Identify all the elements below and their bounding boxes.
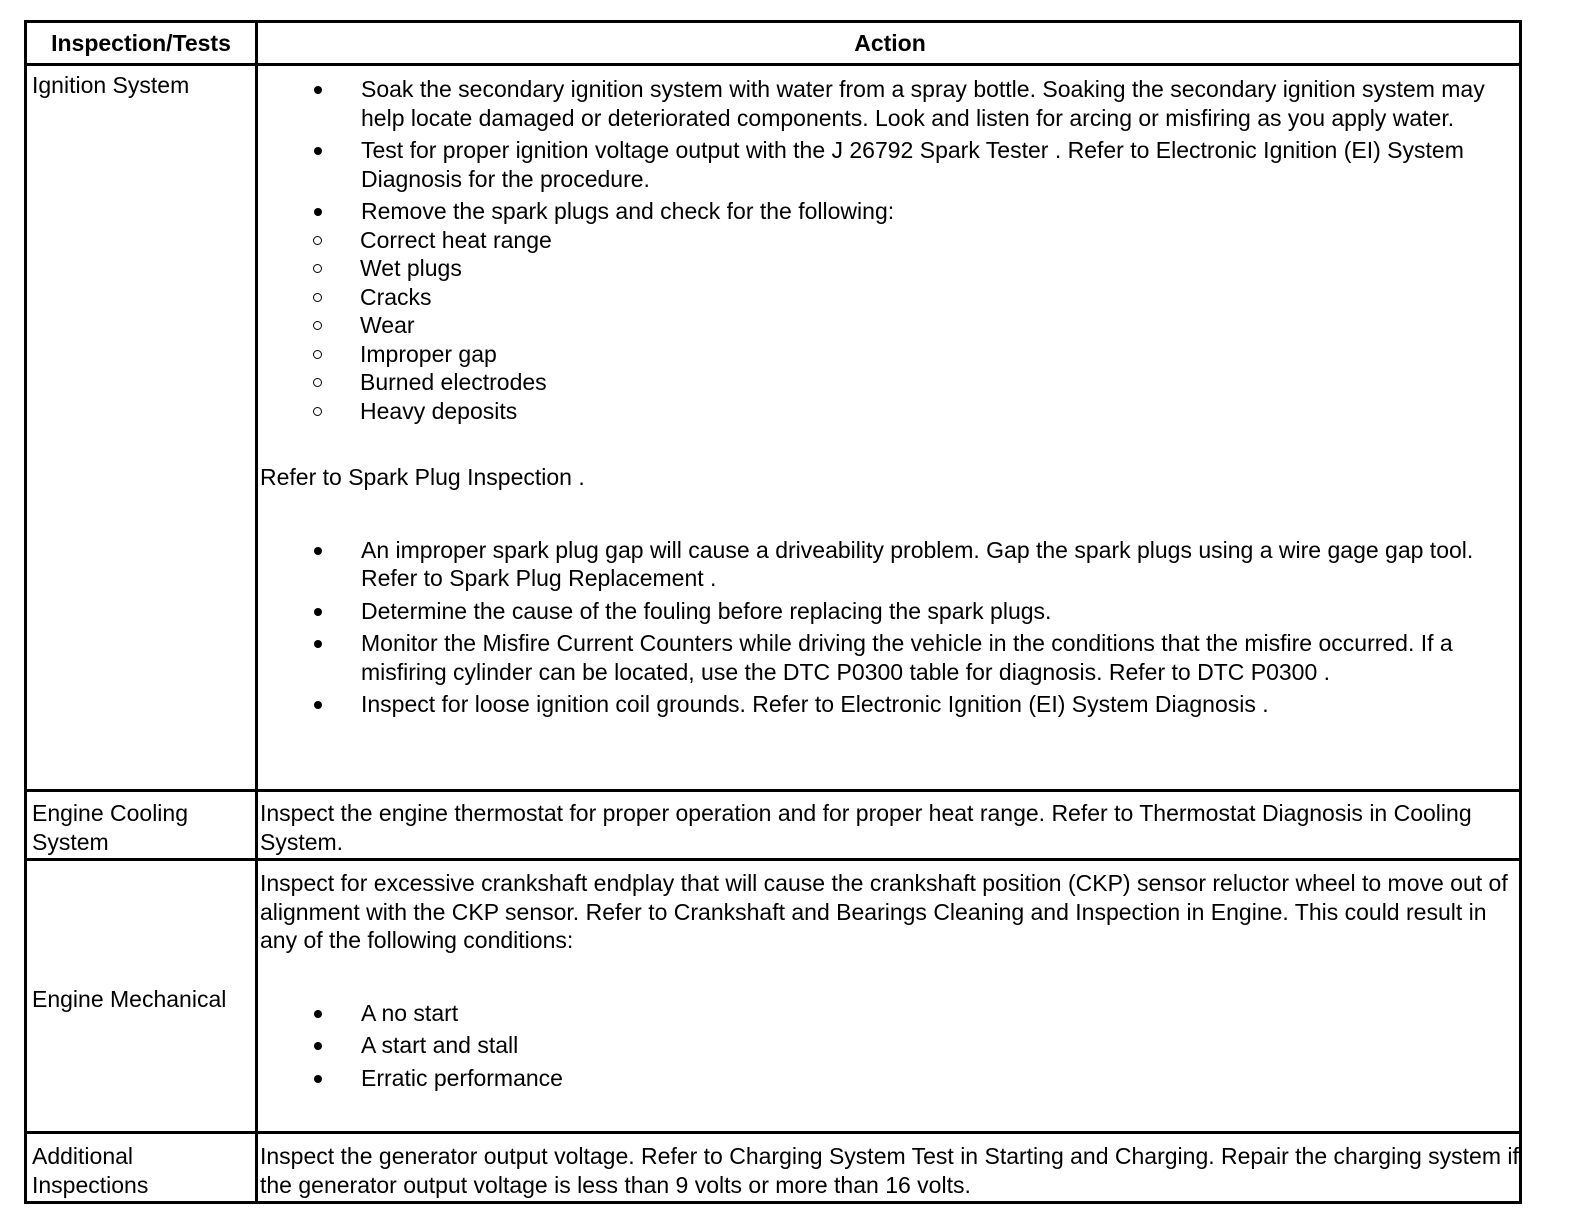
list-item: Improper gap <box>260 340 1522 369</box>
row-divider <box>27 789 1519 792</box>
list-item: Wear <box>260 311 1522 340</box>
header-action: Action <box>854 30 926 56</box>
engine-mechanical-actions <box>260 869 1522 1096</box>
list-item: An improper spark plug gap will cause a driveability problem. Gap the spark plugs using a wire gage gap tool. Refer to Spark Plug Replacement . <box>260 536 1522 593</box>
engine-mechanical-text: Inspect for excessive crankshaft endplay that will cause the crankshaft position (CKP) sensor reluctor wheel to move out of alignment with the CKP sensor. Refer to Crankshaft and Bearings Cleaning and Inspection in Engine. This could result in any of the following conditions: <box>260 870 1508 953</box>
list-item: Monitor the Misfire Current Counters while driving the vehicle in the conditions that the misfire occurred. If a misfiring cylinder can be located, use the DTC P0300 table for diagnosis. Refer to DTC P0300 . <box>260 629 1522 686</box>
list-item: Heavy deposits <box>260 397 1522 426</box>
inspection-table <box>24 20 1522 1204</box>
spark-plug-checklist <box>260 226 1522 426</box>
list-item: Correct heat range <box>260 226 1522 255</box>
list-item: Determine the cause of the fouling before replacing the spark plugs. <box>260 597 1522 626</box>
list-item: A start and stall <box>260 1031 1522 1060</box>
engine-mechanical-conditions <box>260 999 1522 1093</box>
list-item: Soak the secondary ignition system with water from a spray bottle. Soaking the secondary ignition system may help locate damaged or deteriorated components. Look and listen for arcing or misfiring as you apply water. <box>260 75 1522 132</box>
additional-inspections-action: Inspect the generator output voltage. Refer to Charging System Test in Starting and Charging. Repair the charging system if the generator output voltage is less than 9 volts or more than 16 volts. <box>260 1143 1519 1198</box>
list-item: Remove the spark plugs and check for the following: <box>260 197 1522 226</box>
list-item: Cracks <box>260 283 1522 312</box>
column-divider <box>255 23 258 1201</box>
ignition-system-actions <box>260 75 1522 723</box>
row-label-ignition-system: Ignition System <box>32 72 190 98</box>
spark-plug-inspection-reference: Refer to Spark Plug Inspection . <box>260 464 585 490</box>
ignition-bullets-bottom <box>260 536 1522 719</box>
list-item: A no start <box>260 999 1522 1028</box>
list-item: Inspect for loose ignition coil grounds. Refer to Electronic Ignition (EI) System Diagnosis . <box>260 690 1522 719</box>
ignition-bullets-top <box>260 75 1522 226</box>
header-inspection-tests: Inspection/Tests <box>51 30 231 56</box>
row-divider <box>27 858 1519 861</box>
row-divider <box>27 1131 1519 1134</box>
list-item: Erratic performance <box>260 1064 1522 1093</box>
row-label-engine-mechanical: Engine Mechanical <box>32 986 227 1012</box>
list-item: Test for proper ignition voltage output with the J 26792 Spark Tester . Refer to Electronic Ignition (EI) System Diagnosis for the procedure. <box>260 136 1522 193</box>
row-divider <box>27 63 1519 66</box>
engine-cooling-action: Inspect the engine thermostat for proper operation and for proper heat range. Refer to Thermostat Diagnosis in Cooling System. <box>260 800 1472 855</box>
row-label-engine-cooling-system: Engine Cooling System <box>32 800 189 855</box>
list-item: Wet plugs <box>260 254 1522 283</box>
list-item: Burned electrodes <box>260 368 1522 397</box>
row-label-additional-inspections: Additional Inspections <box>32 1143 149 1198</box>
